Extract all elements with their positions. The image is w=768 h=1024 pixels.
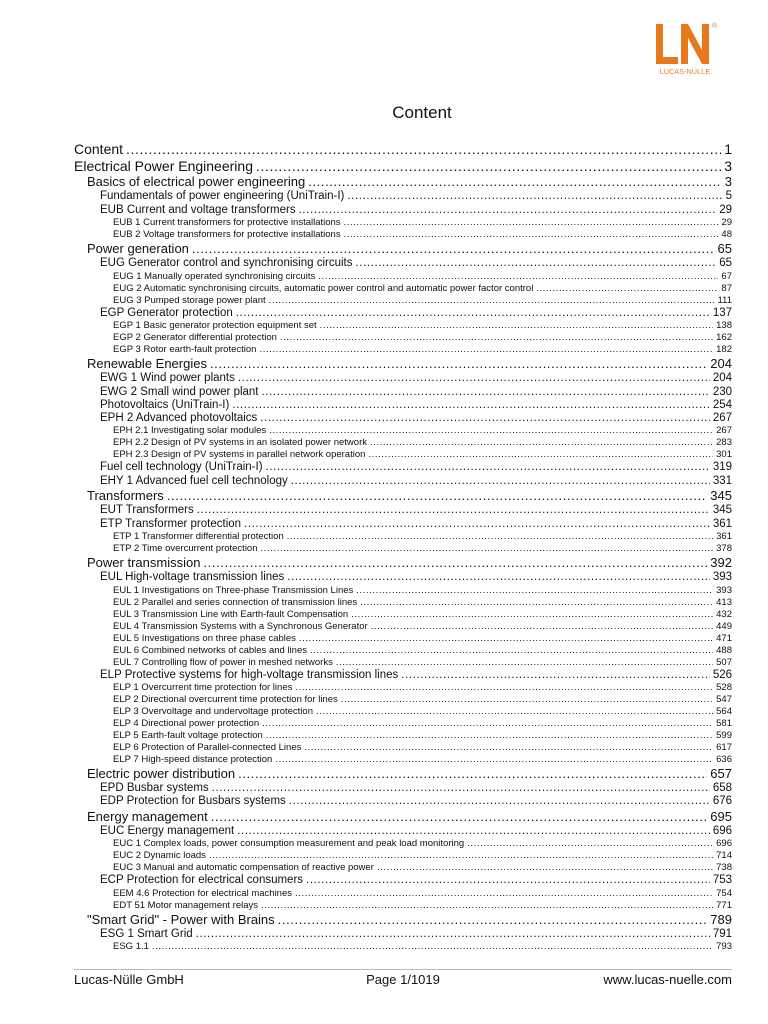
toc-dot-leader <box>238 766 707 782</box>
toc-dot-leader <box>310 645 713 657</box>
toc-entry[interactable] <box>74 241 732 257</box>
toc-entry-page: 111 <box>717 294 732 306</box>
toc-dot-leader <box>259 344 713 356</box>
toc-dot-leader <box>360 597 713 609</box>
registered-mark: ® <box>712 23 718 30</box>
toc-entry[interactable] <box>74 158 732 175</box>
page-title: Content <box>392 103 452 122</box>
toc-entry-label: ECP Protection for electrical consumers <box>100 874 304 887</box>
toc-entry-page: 67 <box>721 270 732 282</box>
toc-entry-page: 29 <box>721 217 732 229</box>
toc-dot-leader <box>238 372 710 385</box>
toc-dot-leader <box>467 838 713 850</box>
toc-dot-leader <box>232 399 710 412</box>
toc-dot-leader <box>152 941 713 953</box>
toc-entry-label: ELP 6 Protection of Parallel-connected Lines <box>113 741 302 753</box>
toc-entry-label: EGP 3 Rotor earth-fault protection <box>113 343 257 355</box>
toc-entry-label: ELP 2 Directional overcurrent time protection for lines <box>113 693 338 705</box>
toc-dot-leader <box>262 718 713 730</box>
toc-dot-leader <box>287 531 713 543</box>
toc-entry-label: ELP 1 Overcurrent time protection for lines <box>113 681 293 693</box>
toc-entry[interactable] <box>74 795 732 808</box>
toc-dot-leader <box>351 609 713 621</box>
toc-entry[interactable] <box>74 609 732 621</box>
toc-entry-page: 3 <box>724 157 732 174</box>
toc-entry[interactable] <box>74 621 732 633</box>
toc-entry-label: EHY 1 Advanced fuel cell technology <box>100 474 288 487</box>
toc-entry-label: ESG 1.1 <box>113 941 149 953</box>
toc-entry[interactable] <box>74 941 732 953</box>
toc-dot-leader <box>209 850 713 862</box>
toc-dot-leader <box>299 633 713 645</box>
toc-entry[interactable] <box>74 585 732 597</box>
toc-dot-leader <box>196 928 710 941</box>
toc-entry-label: ELP 7 High-speed distance protection <box>113 753 273 765</box>
toc-entry-page: 754 <box>716 887 732 899</box>
toc-entry-page: 393 <box>716 584 732 596</box>
toc-entry[interactable] <box>74 320 732 332</box>
toc-entry-page: 564 <box>716 705 732 717</box>
toc-entry-label: Electrical Power Engineering <box>74 157 253 174</box>
toc-entry-label: EUL High-voltage transmission lines <box>100 571 285 584</box>
toc-entry-page: 361 <box>712 517 732 530</box>
toc-dot-leader <box>306 874 710 887</box>
toc-dot-leader <box>344 217 719 229</box>
toc-entry-label: EUB 1 Current transformers for protective installations <box>113 217 341 229</box>
toc-entry[interactable] <box>74 518 732 531</box>
toc-entry-label: EUG 3 Pumped storage power plant <box>113 294 266 306</box>
toc-entry-page: 617 <box>716 741 732 753</box>
toc-entry[interactable] <box>74 229 732 241</box>
footer-company: Lucas-Nülle GmbH <box>74 972 184 987</box>
toc-entry-label: EPH 2.1 Investigating solar modules <box>113 425 267 437</box>
toc-dot-leader <box>347 190 722 203</box>
toc-dot-leader <box>236 307 710 320</box>
toc-dot-leader <box>344 229 719 241</box>
toc-entry-label: EGP 2 Generator differential protection <box>113 331 277 343</box>
toc-entry[interactable] <box>74 555 732 571</box>
toc-entry-page: 204 <box>712 372 732 385</box>
toc-entry[interactable] <box>74 928 732 941</box>
toc-entry[interactable] <box>74 754 732 766</box>
toc-entry[interactable] <box>74 900 732 912</box>
toc-entry-label: ELP 5 Earth-fault voltage protection <box>113 729 263 741</box>
toc-dot-leader <box>287 571 710 584</box>
toc-entry[interactable] <box>74 141 732 158</box>
toc-entry-label: EUL 6 Combined networks of cables and lines <box>113 644 307 656</box>
toc-entry[interactable] <box>74 669 732 682</box>
toc-dot-leader <box>370 437 713 449</box>
toc-dot-leader <box>336 657 713 669</box>
toc-entry-label: ESG 1 Smart Grid <box>100 927 193 940</box>
toc-entry[interactable] <box>74 283 732 295</box>
toc-entry[interactable] <box>74 356 732 372</box>
toc-entry-page: 658 <box>712 782 732 795</box>
toc-entry-page: 137 <box>712 306 732 319</box>
toc-entry[interactable] <box>74 461 732 474</box>
toc-entry-page: 65 <box>717 241 732 257</box>
toc-entry-label: EPH 2.2 Design of PV systems in an isolated power network <box>113 437 367 449</box>
toc-entry-label: EUB Current and voltage transformers <box>100 203 296 216</box>
toc-dot-leader <box>211 809 708 825</box>
toc-entry-label: Fuel cell technology (UniTrain-I) <box>100 461 263 474</box>
toc-entry-label: EDP Protection for Busbars systems <box>100 795 286 808</box>
toc-entry-page: 771 <box>716 899 732 911</box>
toc-entry[interactable] <box>74 174 732 190</box>
toc-entry-page: 753 <box>712 874 732 887</box>
toc-entry-label: "Smart Grid" - Power with Brains <box>87 911 275 927</box>
toc-entry-page: 696 <box>712 825 732 838</box>
toc-entry-page: 48 <box>721 229 732 241</box>
toc-entry-page: 471 <box>716 632 732 644</box>
toc-dot-leader <box>256 158 721 175</box>
toc-dot-leader <box>262 386 710 399</box>
toc-entry[interactable] <box>74 488 732 504</box>
toc-entry-page: 657 <box>710 765 732 781</box>
toc-entry-page: 204 <box>710 355 732 371</box>
toc-entry-page: 488 <box>716 644 732 656</box>
toc-entry[interactable] <box>74 718 732 730</box>
toc-dot-leader <box>341 694 713 706</box>
toc-entry-label: EUL 4 Transmission Systems with a Synchronous Generator <box>113 620 368 632</box>
toc-entry[interactable] <box>74 295 732 307</box>
toc-entry-label: Basics of electrical power engineering <box>87 174 306 190</box>
toc-entry-label: ELP 4 Directional power protection <box>113 717 260 729</box>
toc-entry[interactable] <box>74 504 732 517</box>
toc-entry-label: EUL 1 Investigations on Three-phase Transmission Lines <box>113 584 354 596</box>
toc-entry-page: 599 <box>716 729 732 741</box>
toc-entry-page: 3 <box>724 174 732 190</box>
toc-dot-leader <box>320 320 713 332</box>
toc-entry[interactable] <box>74 475 732 488</box>
toc-entry-page: 301 <box>716 449 732 461</box>
toc-dot-leader <box>261 543 714 555</box>
toc-entry-label: ELP Protective systems for high-voltage transmission lines <box>100 668 399 681</box>
toc-entry[interactable] <box>74 597 732 609</box>
toc-dot-leader <box>401 669 710 682</box>
toc-entry-page: 393 <box>712 571 732 584</box>
toc-dot-leader <box>244 518 710 531</box>
toc-entry-page: 162 <box>716 331 732 343</box>
toc-dot-leader <box>203 555 707 571</box>
toc-entry[interactable] <box>74 694 732 706</box>
toc-dot-leader <box>261 900 713 912</box>
toc-entry[interactable] <box>74 633 732 645</box>
toc-entry-page: 528 <box>716 681 732 693</box>
toc-entry-page: 319 <box>712 461 732 474</box>
toc-entry-page: 345 <box>712 504 732 517</box>
toc-entry-page: 283 <box>716 437 732 449</box>
toc-entry-page: 65 <box>719 257 732 270</box>
toc-entry-label: Power transmission <box>87 554 201 570</box>
toc-dot-leader <box>237 825 710 838</box>
toc-entry-label: EUG 1 Manually operated synchronising circuits <box>113 270 316 282</box>
toc-entry-page: 138 <box>716 319 732 331</box>
toc-entry-label: EDT 51 Motor management relays <box>113 899 259 911</box>
toc-dot-leader <box>289 795 710 808</box>
toc-entry-page: 345 <box>710 488 732 504</box>
toc-entry-page: 791 <box>712 927 732 940</box>
footer-divider <box>74 969 732 970</box>
toc-entry-label: ETP 2 Time overcurrent protection <box>113 542 258 554</box>
toc-dot-leader <box>371 621 713 633</box>
toc-entry-label: Electric power distribution <box>87 765 236 781</box>
toc-entry-page: 738 <box>716 862 732 874</box>
table-of-contents <box>74 141 732 953</box>
toc-entry-label: EUC 1 Complex loads, power consumption measurement and peak load monitoring <box>113 838 465 850</box>
toc-dot-leader <box>266 730 713 742</box>
toc-entry[interactable] <box>74 706 732 718</box>
toc-entry[interactable] <box>74 862 732 874</box>
toc-entry-page: 793 <box>716 941 732 953</box>
toc-entry-page: 1 <box>724 141 732 157</box>
toc-dot-leader <box>295 682 713 694</box>
toc-entry[interactable] <box>74 838 732 850</box>
toc-dot-leader <box>368 449 713 461</box>
toc-entry[interactable] <box>74 437 732 449</box>
toc-entry-label: EEM 4.6 Protection for electrical machines <box>113 887 292 899</box>
toc-dot-leader <box>126 141 721 158</box>
toc-entry[interactable] <box>74 190 732 203</box>
toc-entry-label: EGP 1 Basic generator protection equipment set <box>113 319 317 331</box>
toc-entry-label: EPH 2 Advanced photovoltaics <box>100 412 258 425</box>
toc-entry-label: EUG Generator control and synchronising circuits <box>100 257 353 270</box>
toc-entry-label: EUG 2 Automatic synchronising circuits, automatic power control and automatic power factor control <box>113 282 534 294</box>
toc-entry[interactable] <box>74 645 732 657</box>
toc-dot-leader <box>197 504 710 517</box>
toc-entry-label: EWG 1 Wind power plants <box>100 372 235 385</box>
toc-dot-leader <box>377 862 713 874</box>
toc-dot-leader <box>536 283 718 295</box>
footer-website[interactable]: www.lucas-nuelle.com <box>603 972 732 987</box>
toc-entry[interactable] <box>74 682 732 694</box>
toc-entry-page: 378 <box>716 542 732 554</box>
toc-entry-label: Power generation <box>87 241 189 257</box>
toc-entry[interactable] <box>74 449 732 461</box>
toc-dot-leader <box>355 257 716 270</box>
toc-entry-page: 267 <box>712 412 732 425</box>
toc-entry-label: EUC 3 Manual and automatic compensation of reactive power <box>113 862 374 874</box>
toc-entry-page: 581 <box>716 717 732 729</box>
toc-entry-page: 676 <box>712 795 732 808</box>
toc-entry-label: EUL 5 Investigations on three phase cables <box>113 632 296 644</box>
toc-entry-label: ETP Transformer protection <box>100 517 242 530</box>
toc-entry-page: 331 <box>712 474 732 487</box>
toc-entry[interactable] <box>74 344 732 356</box>
footer-page-number: Page 1/1019 <box>366 972 440 987</box>
toc-entry-page: 547 <box>716 693 732 705</box>
toc-entry-label: Content <box>74 141 124 157</box>
toc-entry[interactable] <box>74 730 732 742</box>
toc-dot-leader <box>192 241 715 257</box>
toc-entry[interactable] <box>74 782 732 795</box>
toc-entry[interactable] <box>74 850 732 862</box>
toc-dot-leader <box>280 332 713 344</box>
toc-entry[interactable] <box>74 888 732 900</box>
toc-entry-page: 714 <box>716 850 732 862</box>
toc-entry-page: 789 <box>710 911 732 927</box>
toc-dot-leader <box>266 461 710 474</box>
toc-entry[interactable] <box>74 332 732 344</box>
toc-entry-page: 695 <box>710 808 732 824</box>
toc-entry-page: 507 <box>716 656 732 668</box>
toc-entry-page: 254 <box>712 398 732 411</box>
toc-entry-page: 5 <box>725 190 732 203</box>
toc-entry-label: EPH 2.3 Design of PV systems in parallel network operation <box>113 449 366 461</box>
toc-dot-leader <box>269 425 713 437</box>
toc-entry-page: 267 <box>716 425 732 437</box>
toc-entry-label: EUL 3 Transmission Line with Earth-fault Compensation <box>113 608 349 620</box>
toc-dot-leader <box>356 585 713 597</box>
toc-entry-page: 636 <box>716 753 732 765</box>
toc-dot-leader <box>260 412 710 425</box>
toc-entry[interactable] <box>74 766 732 782</box>
toc-entry[interactable] <box>74 571 732 584</box>
toc-entry[interactable] <box>74 425 732 437</box>
toc-entry[interactable] <box>74 825 732 838</box>
toc-entry[interactable] <box>74 257 732 270</box>
toc-dot-leader <box>295 888 713 900</box>
toc-entry-label: EUT Transformers <box>100 504 194 517</box>
toc-entry-label: EGP Generator protection <box>100 306 233 319</box>
toc-entry[interactable] <box>74 271 732 283</box>
toc-entry[interactable] <box>74 307 732 320</box>
toc-entry-page: 449 <box>716 620 732 632</box>
toc-entry-page: 526 <box>712 668 732 681</box>
toc-dot-leader <box>318 271 718 283</box>
toc-entry[interactable] <box>74 531 732 543</box>
toc-entry-label: EUC Energy management <box>100 825 235 838</box>
toc-entry-page: 361 <box>716 530 732 542</box>
toc-entry[interactable] <box>74 874 732 887</box>
toc-entry-label: ETP 1 Transformer differential protection <box>113 530 284 542</box>
toc-entry-page: 87 <box>721 282 732 294</box>
toc-entry-page: 696 <box>716 838 732 850</box>
toc-entry-label: Energy management <box>87 808 208 824</box>
toc-entry-page: 29 <box>719 203 732 216</box>
toc-entry[interactable] <box>74 217 732 229</box>
logo-caption: LUCAS-NÜLLE <box>659 69 711 76</box>
toc-entry[interactable] <box>74 657 732 669</box>
toc-entry[interactable] <box>74 372 732 385</box>
toc-entry-label: EUC 2 Dynamic loads <box>113 850 206 862</box>
toc-entry-label: EUB 2 Voltage transformers for protective installations <box>113 229 341 241</box>
toc-dot-leader <box>269 295 715 307</box>
toc-entry[interactable] <box>74 809 732 825</box>
toc-entry-label: EUL 2 Parallel and series connection of transmission lines <box>113 596 358 608</box>
toc-dot-leader <box>167 488 707 504</box>
toc-entry[interactable] <box>74 204 732 217</box>
toc-dot-leader <box>278 912 708 928</box>
toc-dot-leader <box>316 706 713 718</box>
toc-entry-label: Fundamentals of power engineering (UniTrain-I) <box>100 190 345 203</box>
toc-dot-leader <box>210 356 707 372</box>
toc-entry-page: 432 <box>716 608 732 620</box>
toc-dot-leader <box>291 475 710 488</box>
toc-dot-leader <box>308 174 722 190</box>
toc-entry[interactable] <box>74 912 732 928</box>
toc-dot-leader <box>299 204 717 217</box>
toc-entry[interactable] <box>74 399 732 412</box>
toc-entry-label: ELP 3 Overvoltage and undervoltage protection <box>113 705 313 717</box>
toc-entry[interactable] <box>74 543 732 555</box>
toc-entry-label: EWG 2 Small wind power plant <box>100 385 259 398</box>
toc-entry-page: 392 <box>710 554 732 570</box>
toc-entry-label: Renewable Energies <box>87 355 207 371</box>
toc-entry[interactable] <box>74 386 732 399</box>
toc-dot-leader <box>275 754 713 766</box>
toc-entry-label: EPD Busbar systems <box>100 782 209 795</box>
toc-dot-leader <box>212 782 710 795</box>
toc-entry[interactable] <box>74 412 732 425</box>
toc-entry-label: EUL 7 Controlling flow of power in meshed networks <box>113 656 333 668</box>
toc-dot-leader <box>304 742 713 754</box>
toc-entry-page: 230 <box>712 385 732 398</box>
toc-entry-label: Transformers <box>87 488 164 504</box>
toc-entry-page: 182 <box>716 343 732 355</box>
toc-entry-page: 413 <box>716 596 732 608</box>
toc-entry-label: Photovoltaics (UniTrain-I) <box>100 398 230 411</box>
toc-entry[interactable] <box>74 742 732 754</box>
